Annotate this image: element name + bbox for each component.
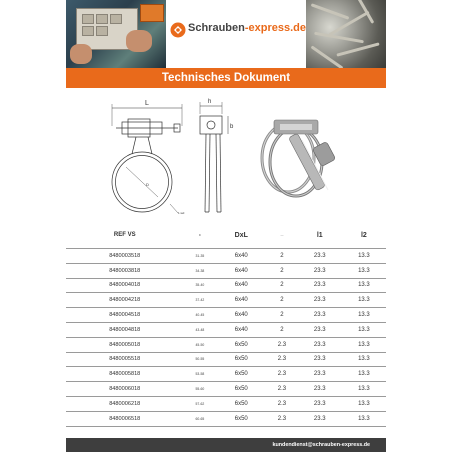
cell-thickness: 2 — [266, 263, 297, 278]
cell-d: 31-35 — [184, 249, 217, 264]
table-row — [66, 411, 386, 426]
cell-l1: 23.3 — [298, 308, 342, 323]
brand-name-suffix: -express.de — [244, 22, 307, 34]
header-d: D — [184, 222, 217, 249]
cell-ref: 8480003818 — [66, 263, 184, 278]
cell-thickness: 2.3 — [266, 411, 297, 426]
cell-l2: 13.3 — [342, 367, 386, 382]
screws-photo — [306, 0, 386, 68]
cell-l1: 23.3 — [298, 352, 342, 367]
cell-thickness: 2 — [266, 278, 297, 293]
cell-ref: 8480004018 — [66, 278, 184, 293]
table-row — [66, 337, 386, 352]
cell-d: 57-62 — [184, 396, 217, 411]
cell-thickness: 2.3 — [266, 367, 297, 382]
cell-l1: 23.3 — [298, 337, 342, 352]
brand-name-prefix: Schrauben — [188, 22, 245, 34]
table-header-row — [66, 222, 386, 249]
cell-ref: 8480004518 — [66, 308, 184, 323]
cell-dxl: 6x40 — [216, 278, 266, 293]
cell-l1: 23.3 — [298, 382, 342, 397]
cell-d: 60-65 — [184, 411, 217, 426]
cell-ref: 8480006018 — [66, 382, 184, 397]
workshop-photo — [66, 0, 166, 68]
cell-l2: 13.3 — [342, 396, 386, 411]
cell-dxl: 6x40 — [216, 249, 266, 264]
cell-d: 53-58 — [184, 367, 217, 382]
document-page — [66, 0, 386, 452]
cell-thickness: 2 — [266, 308, 297, 323]
table-body — [66, 249, 386, 427]
technical-drawing — [66, 92, 386, 222]
cell-thickness: 2 — [266, 322, 297, 337]
cell-d: 43-48 — [184, 322, 217, 337]
cell-thickness: 2 — [266, 293, 297, 308]
cell-dxl: 6x40 — [216, 308, 266, 323]
cell-d: 50-55 — [184, 352, 217, 367]
table-row — [66, 382, 386, 397]
cell-dxl: 6x50 — [216, 352, 266, 367]
table-row — [66, 396, 386, 411]
cell-l2: 13.3 — [342, 337, 386, 352]
cell-dxl: 6x50 — [216, 337, 266, 352]
brand-name — [188, 22, 306, 34]
cell-l2: 13.3 — [342, 352, 386, 367]
footer-email: kundendienst@schrauben-express.de — [272, 442, 370, 448]
dimension-label-h: h — [208, 99, 212, 105]
cell-d: 55-60 — [184, 382, 217, 397]
cell-ref: 8480005818 — [66, 367, 184, 382]
dimension-label-l: L — [145, 100, 149, 107]
cell-thickness: 2.3 — [266, 337, 297, 352]
cell-l1: 23.3 — [298, 322, 342, 337]
cell-d: 37-42 — [184, 293, 217, 308]
cell-d: 35-40 — [184, 278, 217, 293]
table-row — [66, 278, 386, 293]
cell-thickness: 2.3 — [266, 352, 297, 367]
cell-ref: 8480005018 — [66, 337, 184, 352]
cell-l1: 23.3 — [298, 396, 342, 411]
clamp-front-view — [112, 104, 182, 213]
header-ref: REF VS — [66, 222, 184, 249]
cell-dxl: 6x50 — [216, 382, 266, 397]
brand-logo-icon — [170, 22, 186, 38]
cell-l2: 13.3 — [342, 263, 386, 278]
cell-l2: 13.3 — [342, 322, 386, 337]
cell-dxl: 6x40 — [216, 322, 266, 337]
cell-d: 45-50 — [184, 337, 217, 352]
cell-l2: 13.3 — [342, 411, 386, 426]
cell-l1: 23.3 — [298, 293, 342, 308]
clamp-side-view — [200, 102, 228, 212]
cell-ref: 8480006518 — [66, 411, 184, 426]
cell-ref: 8480006218 — [66, 396, 184, 411]
cell-l2: 13.3 — [342, 308, 386, 323]
cell-l1: 23.3 — [298, 411, 342, 426]
cell-ref: 8480003518 — [66, 249, 184, 264]
cell-dxl: 6x40 — [216, 263, 266, 278]
cell-d: 34-38 — [184, 263, 217, 278]
table-row — [66, 293, 386, 308]
cell-dxl: 6x50 — [216, 411, 266, 426]
cell-ref: 8480004218 — [66, 293, 184, 308]
cell-l1: 23.3 — [298, 278, 342, 293]
cell-l2: 13.3 — [342, 249, 386, 264]
footer-bar — [66, 438, 386, 452]
dimension-label-b: b — [230, 124, 234, 130]
table-row — [66, 249, 386, 264]
table-row — [66, 367, 386, 382]
cell-d: 40-45 — [184, 308, 217, 323]
table-row — [66, 308, 386, 323]
cell-thickness: 2.3 — [266, 396, 297, 411]
table-row — [66, 322, 386, 337]
table-row — [66, 352, 386, 367]
cell-thickness: 2 — [266, 249, 297, 264]
header-thickness: — — [266, 222, 297, 249]
header-dxl: DxL — [216, 222, 266, 249]
cell-thickness: 2.3 — [266, 382, 297, 397]
cell-dxl: 6x50 — [216, 396, 266, 411]
cell-ref: 8480004818 — [66, 322, 184, 337]
cell-ref: 8480005518 — [66, 352, 184, 367]
header-banner — [66, 0, 386, 68]
cell-dxl: 6x50 — [216, 367, 266, 382]
document-title: Technisches Dokument — [66, 68, 386, 88]
cell-l1: 23.3 — [298, 367, 342, 382]
cell-l2: 13.3 — [342, 278, 386, 293]
cell-l2: 13.3 — [342, 293, 386, 308]
header-l2: l2 — [342, 222, 386, 249]
cell-l2: 13.3 — [342, 382, 386, 397]
cell-l1: 23.3 — [298, 263, 342, 278]
product-table — [66, 222, 386, 427]
clamp-product-photo — [262, 120, 336, 196]
dimension-label-d: D — [146, 182, 149, 187]
brand-area — [166, 0, 306, 68]
header-l1: l1 — [298, 222, 342, 249]
cell-l1: 23.3 — [298, 249, 342, 264]
table-row — [66, 263, 386, 278]
dimension-label-wd: 1 wd — [178, 211, 185, 215]
cell-dxl: 6x40 — [216, 293, 266, 308]
